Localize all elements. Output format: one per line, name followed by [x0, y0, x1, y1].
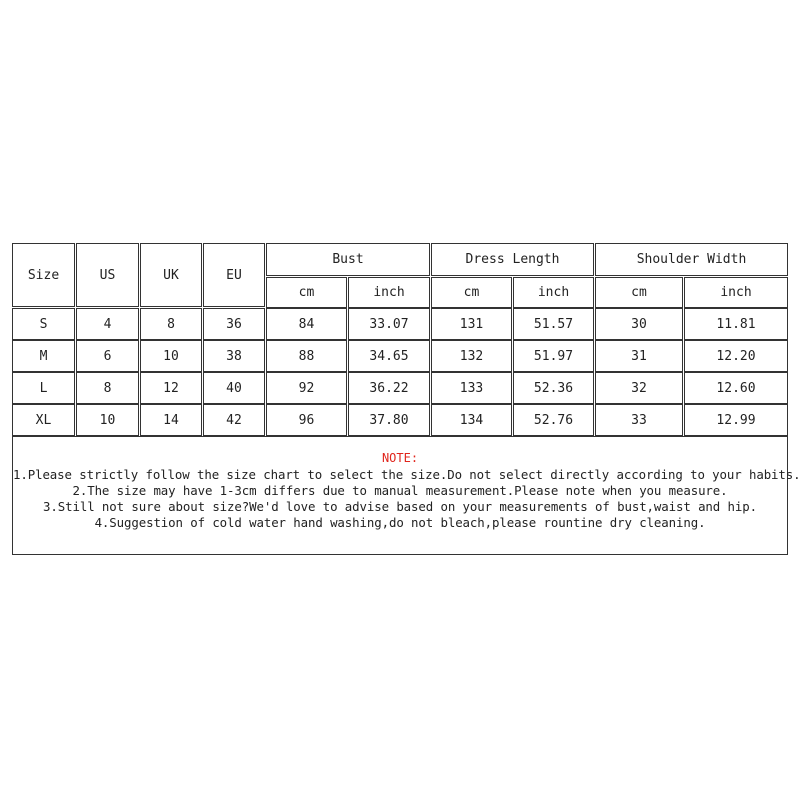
- cell-length-inch: 51.97: [513, 340, 594, 372]
- cell-length-inch: 52.36: [513, 372, 594, 404]
- cell-eu: 36: [203, 308, 265, 340]
- header-eu: EU: [203, 243, 265, 307]
- cell-shoulder-inch: 12.60: [684, 372, 788, 404]
- cell-length-cm: 132: [431, 340, 512, 372]
- cell-uk: 14: [140, 404, 202, 436]
- header-length-inch: inch: [513, 277, 594, 308]
- cell-bust-inch: 36.22: [348, 372, 430, 404]
- cell-shoulder-cm: 31: [595, 340, 683, 372]
- cell-length-cm: 131: [431, 308, 512, 340]
- cell-us: 8: [76, 372, 139, 404]
- note-line-3: 3.Still not sure about size?We'd love to advise based on your measurements of bust,waist and hip.: [43, 499, 757, 514]
- header-bust-inch: inch: [348, 277, 430, 308]
- cell-shoulder-cm: 30: [595, 308, 683, 340]
- header-bust-cm: cm: [266, 277, 347, 308]
- cell-shoulder-cm: 33: [595, 404, 683, 436]
- note-title: NOTE:: [381, 451, 419, 465]
- header-shoulder-inch: inch: [684, 277, 788, 308]
- cell-bust-inch: 34.65: [348, 340, 430, 372]
- cell-bust-cm: 92: [266, 372, 347, 404]
- header-shoulder-cm: cm: [595, 277, 683, 308]
- header-bust: Bust: [266, 243, 430, 276]
- cell-length-inch: 52.76: [513, 404, 594, 436]
- cell-bust-cm: 88: [266, 340, 347, 372]
- note-line-2: 2.The size may have 1-3cm differs due to manual measurement.Please note when you measure.: [72, 483, 728, 498]
- size-chart: [12, 243, 800, 555]
- cell-shoulder-inch: 11.81: [684, 308, 788, 340]
- cell-bust-cm: 84: [266, 308, 347, 340]
- cell-us: 6: [76, 340, 139, 372]
- header-length-cm: cm: [431, 277, 512, 308]
- note-line-1: 1.Please strictly follow the size chart to select the size.Do not select directly according to your habits.: [13, 467, 800, 482]
- cell-shoulder-inch: 12.99: [684, 404, 788, 436]
- cell-size: S: [12, 308, 75, 340]
- cell-uk: 12: [140, 372, 202, 404]
- notes-box: [12, 436, 800, 555]
- cell-uk: 10: [140, 340, 202, 372]
- cell-uk: 8: [140, 308, 202, 340]
- header-shoulder-width: Shoulder Width: [595, 243, 788, 276]
- cell-length-cm: 134: [431, 404, 512, 436]
- cell-eu: 40: [203, 372, 265, 404]
- note-line-4: 4.Suggestion of cold water hand washing,do not bleach,please rountine dry cleaning.: [94, 515, 706, 530]
- cell-bust-inch: 37.80: [348, 404, 430, 436]
- cell-shoulder-cm: 32: [595, 372, 683, 404]
- cell-bust-cm: 96: [266, 404, 347, 436]
- cell-bust-inch: 33.07: [348, 308, 430, 340]
- header-size: Size: [12, 243, 75, 307]
- cell-size: L: [12, 372, 75, 404]
- cell-size: XL: [12, 404, 75, 436]
- header-us: US: [76, 243, 139, 307]
- cell-us: 4: [76, 308, 139, 340]
- header-uk: UK: [140, 243, 202, 307]
- header-dress-length: Dress Length: [431, 243, 594, 276]
- cell-length-inch: 51.57: [513, 308, 594, 340]
- cell-size: M: [12, 340, 75, 372]
- cell-shoulder-inch: 12.20: [684, 340, 788, 372]
- cell-length-cm: 133: [431, 372, 512, 404]
- cell-eu: 38: [203, 340, 265, 372]
- cell-eu: 42: [203, 404, 265, 436]
- cell-us: 10: [76, 404, 139, 436]
